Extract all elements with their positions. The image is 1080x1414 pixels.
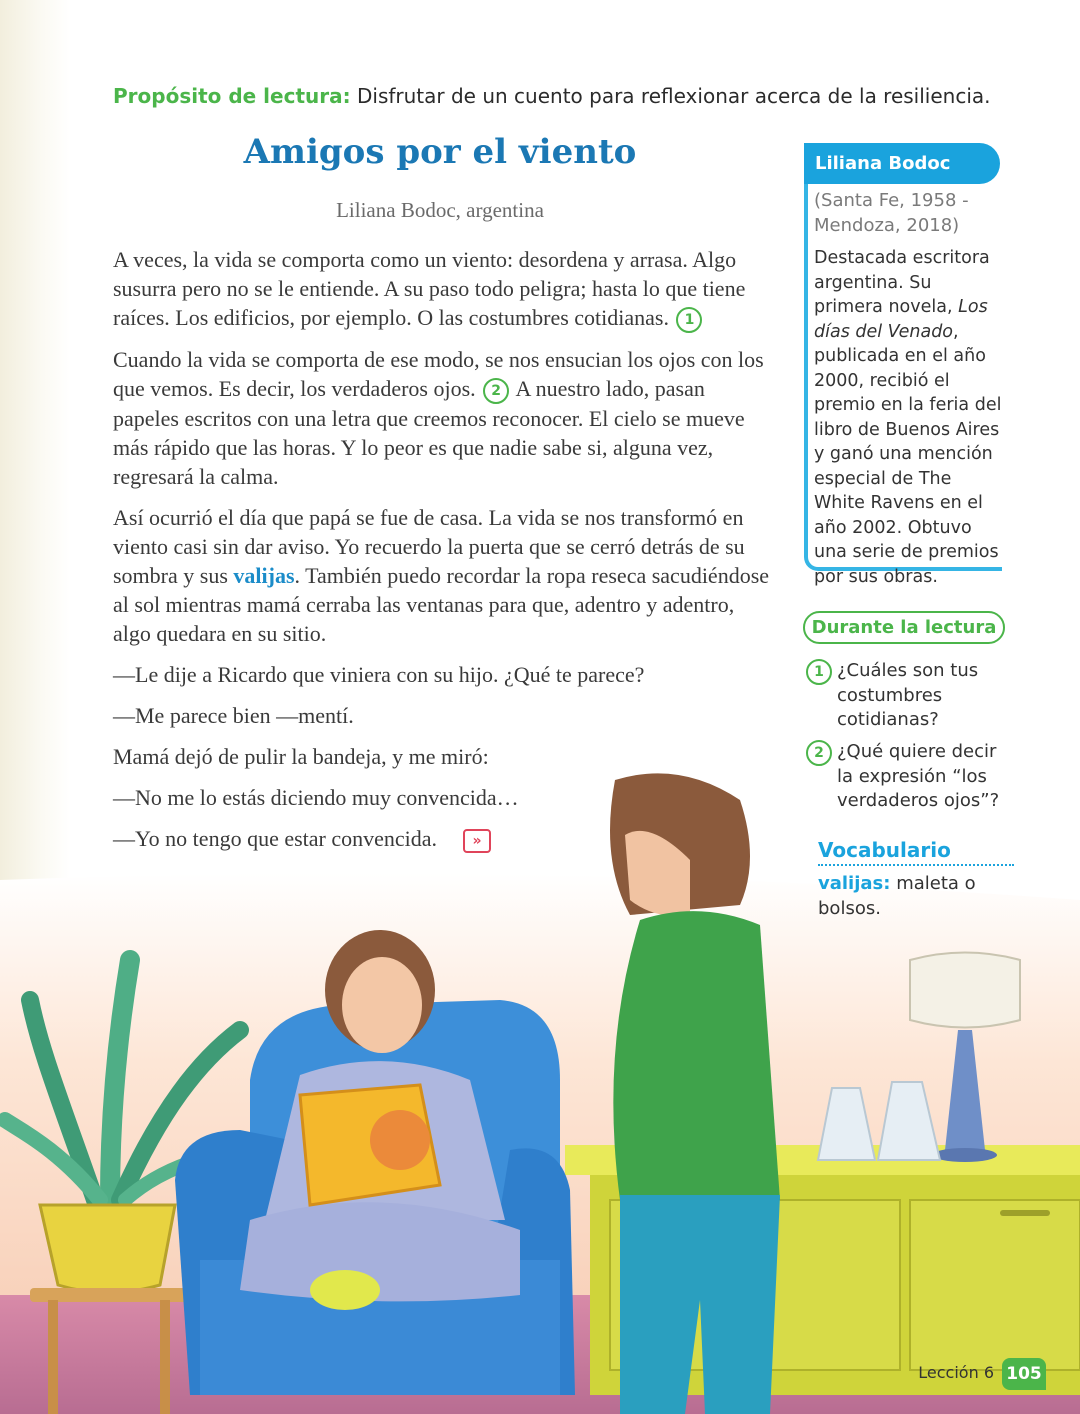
mother-figure xyxy=(610,773,780,1414)
dialogue-line: —Me parece bien —mentí. xyxy=(113,702,354,728)
dialogue-line: —Yo no tengo que estar convencida. » xyxy=(113,824,773,853)
lesson-label: Lección 6 xyxy=(918,1363,994,1382)
question-text: ¿Qué quiere decir la expresión “los verdaderos ojos”? xyxy=(837,741,1000,811)
question-number-2: 2 xyxy=(806,740,832,766)
vocabulary-meaning: maleta o bolsos. xyxy=(818,873,976,919)
dialogue-line: —Le dije a Ricardo que viniera con su hijo. ¿Qué te parece? xyxy=(113,661,645,687)
continue-arrow-icon[interactable]: » xyxy=(463,829,491,853)
page-number: 105 xyxy=(1002,1358,1046,1390)
vocabulary-heading: Vocabulario xyxy=(818,838,1014,866)
author-box-dates: (Santa Fe, 1958 - Mendoza, 2018) xyxy=(814,190,969,236)
story-paragraph: Cuando la vida se comporta de ese modo, se nos ensucian los ojos con los que vemos. Es decir, los verdaderos ojos. 2 A nuestro lado, pasan papeles escritos con una letra que creemos reconocer. El cielo se mueve más rápido que las horas. Y lo peor es que nadie sabe si, alguna vez, regresará la calma. xyxy=(113,346,764,489)
author-book-title: Los días del Venado xyxy=(814,297,988,342)
vocab-word-valijas[interactable]: valijas xyxy=(233,562,295,588)
during-reading-label: Durante la lectura xyxy=(803,611,1005,644)
author-box-name: Liliana Bodoc xyxy=(804,143,1000,184)
vocabulary-term: valijas: xyxy=(818,873,891,894)
dialogue-line: —No me lo estás diciendo muy convencida… xyxy=(113,784,519,810)
during-reading-question-1 xyxy=(804,659,1004,733)
reading-purpose xyxy=(113,84,1013,108)
story-paragraph: Así ocurrió el día que papá se fue de casa. La vida se nos transformó en viento casi sin dar aviso. Yo recuerdo la puerta que se cerró detrás de su sombra y sus valijas. También puedo recordar la ropa reseca sacudiéndose al sol mientras mamá cerraba las ventanas para que, adentro y adentro, algo quedara en su sitio. xyxy=(113,504,770,646)
reading-purpose-label: Propósito de lectura: xyxy=(113,84,351,108)
question-marker-1[interactable]: 1 xyxy=(676,307,702,333)
question-text: ¿Cuáles son tus costumbres cotidianas? xyxy=(837,660,979,730)
story-paragraph: A veces, la vida se comporta como un viento: desordena y arrasa. Algo susurra pero no se le entiende. A su paso todo peligra; hasta lo que tiene raíces. Los edificios, por ejemplo. O las costumbres cotidianas. 1 xyxy=(113,245,773,333)
question-number-1: 1 xyxy=(806,659,832,685)
vocabulary-definition xyxy=(818,872,1008,921)
story-line: Mamá dejó de pulir la bandeja, y me miró: xyxy=(113,743,489,769)
during-reading-question-2 xyxy=(804,740,1004,814)
story-text xyxy=(113,245,773,865)
question-marker-2[interactable]: 2 xyxy=(483,378,509,404)
author-box-bio: Destacada escritora argentina. Su primera novela, Los días del Venado, publicada en el año 2000, recibió el premio en la feria del libro de Buenos Aires y ganó una mención especial de The White Ravens en el año 2002. Obtuvo una serie de premios por sus obras. xyxy=(814,248,1002,587)
story-title: Amigos por el viento xyxy=(243,132,637,172)
reading-purpose-text: Disfrutar de un cuento para reflexionar acerca de la resiliencia. xyxy=(356,84,991,108)
story-author: Liliana Bodoc, argentina xyxy=(336,198,544,222)
